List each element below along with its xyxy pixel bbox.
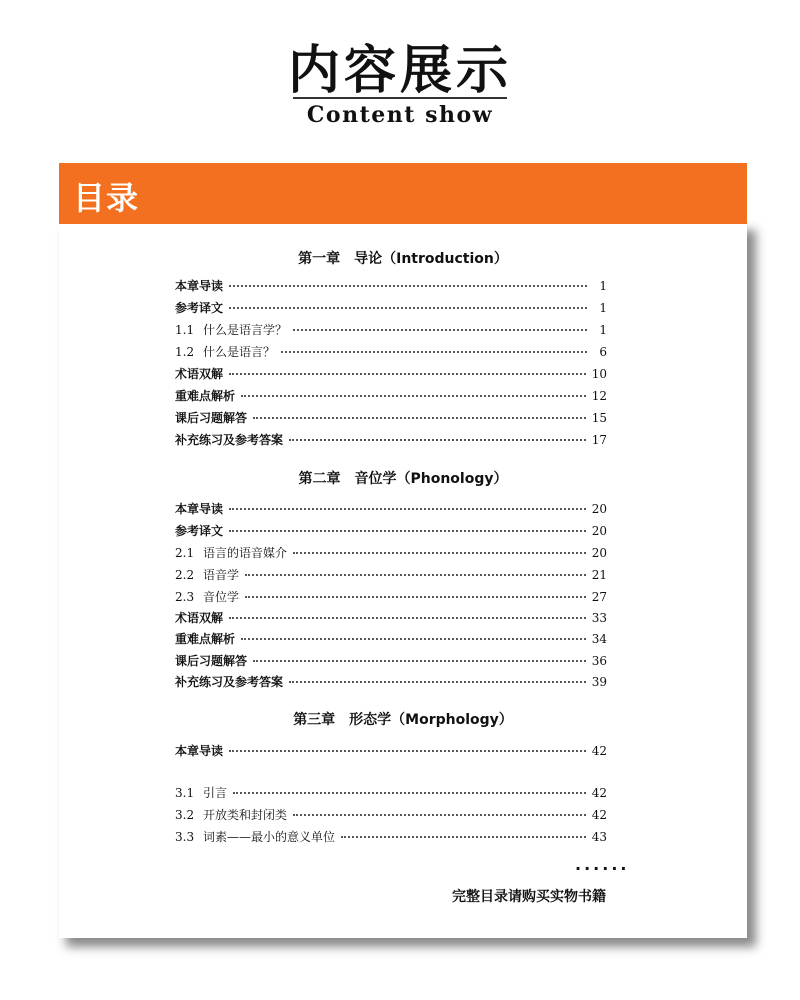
chapter-heading: 第三章 形态学（Morphology） xyxy=(293,712,513,728)
toc-entry-number: 1.1 xyxy=(175,323,195,337)
toc-entry[interactable] xyxy=(175,522,607,542)
toc-entry-label: 重难点解析 xyxy=(175,389,236,403)
toc-entry-page: 42 xyxy=(591,808,607,822)
toc-entry-page: 33 xyxy=(591,611,607,625)
toc-entry[interactable] xyxy=(175,566,607,586)
toc-entry-label: 补充练习及参考答案 xyxy=(175,675,284,689)
toc-entry-page: 1 xyxy=(599,323,607,337)
leader-dots xyxy=(233,792,586,794)
toc-entry-page: 1 xyxy=(599,301,607,315)
toc-entry-page: 42 xyxy=(591,744,607,758)
toc-entry-page: 34 xyxy=(591,632,607,646)
leader-dots xyxy=(229,373,586,375)
toc-entry[interactable] xyxy=(175,409,607,429)
toc-entry-page: 20 xyxy=(591,524,607,538)
toc-entry-number: 3.2 xyxy=(175,808,195,822)
toc-entry[interactable] xyxy=(175,343,607,363)
toc-entry-label: 术语双解 xyxy=(175,367,224,381)
leader-dots xyxy=(229,750,586,752)
toc-entry[interactable] xyxy=(175,299,607,319)
toc-entry-page: 36 xyxy=(591,654,607,668)
toc-entry-label: 语言的语音媒介 xyxy=(203,546,288,560)
leader-dots xyxy=(289,681,586,683)
toc-entry-page: 12 xyxy=(591,389,607,403)
toc-entry-label: 重难点解析 xyxy=(175,632,236,646)
leader-dots xyxy=(229,617,586,619)
toc-entry-label: 什么是语言学？ xyxy=(203,323,288,337)
chapter-heading: 第一章 导论（Introduction） xyxy=(298,251,508,267)
toc-entry-label: 课后习题解答 xyxy=(175,411,248,425)
toc-banner xyxy=(59,163,747,224)
page-subtitle: Content show xyxy=(306,102,494,128)
toc-entry-label: 课后习题解答 xyxy=(175,654,248,668)
toc-entry-label: 参考译文 xyxy=(175,301,224,315)
leader-dots xyxy=(341,836,586,838)
toc-entry-page: 42 xyxy=(591,786,607,800)
leader-dots xyxy=(281,351,587,353)
leader-dots xyxy=(289,439,586,441)
toc-entry-label: 什么是语言？ xyxy=(203,345,276,359)
toc-entry-label: 补充练习及参考答案 xyxy=(175,433,284,447)
toc-entry-page: 6 xyxy=(599,345,607,359)
toc-entry[interactable] xyxy=(175,431,607,451)
toc-entry-label: 词素——最小的意义单位 xyxy=(203,830,336,844)
toc-entry-number: 3.1 xyxy=(175,786,195,800)
leader-dots xyxy=(293,329,587,331)
toc-entry-number: 1.2 xyxy=(175,345,195,359)
toc-entry[interactable] xyxy=(175,673,607,693)
leader-dots xyxy=(245,574,586,576)
leader-dots xyxy=(293,552,586,554)
toc-entry[interactable] xyxy=(175,588,607,608)
toc-entry-label: 音位学 xyxy=(203,590,240,604)
leader-dots xyxy=(229,508,586,510)
leader-dots xyxy=(229,307,587,309)
toc-entry-page: 20 xyxy=(591,546,607,560)
toc-entry[interactable] xyxy=(175,630,607,650)
toc-entry[interactable] xyxy=(175,544,607,564)
toc-entry-page: 21 xyxy=(591,568,607,582)
leader-dots xyxy=(253,660,586,662)
toc-entry[interactable] xyxy=(175,652,607,672)
leader-dots xyxy=(253,417,586,419)
toc-entry-label: 本章导读 xyxy=(175,279,224,293)
toc-entry-page: 39 xyxy=(591,675,607,689)
leader-dots xyxy=(229,285,587,287)
leader-dots xyxy=(241,638,586,640)
chapter-heading: 第二章 音位学（Phonology） xyxy=(298,471,508,487)
toc-entry[interactable] xyxy=(175,321,607,341)
leader-dots xyxy=(229,530,586,532)
page-title: 内容展示 xyxy=(287,40,512,101)
toc-entry[interactable] xyxy=(175,828,607,848)
toc-entry-page: 43 xyxy=(591,830,607,844)
toc-entry[interactable] xyxy=(175,784,607,804)
toc-entry-page: 1 xyxy=(599,279,607,293)
toc-entry[interactable] xyxy=(175,277,607,297)
toc-entry-label: 引言 xyxy=(203,786,228,800)
toc-entry[interactable] xyxy=(175,500,607,520)
leader-dots xyxy=(241,395,586,397)
toc-entry-label: 本章导读 xyxy=(175,744,224,758)
toc-entry-number: 3.3 xyxy=(175,830,195,844)
toc-entry-label: 开放类和封闭类 xyxy=(203,808,288,822)
toc-entry[interactable] xyxy=(175,609,607,629)
more-ellipsis: ······ xyxy=(575,859,630,878)
toc-entry[interactable] xyxy=(175,365,607,385)
leader-dots xyxy=(245,596,586,598)
toc-entry-label: 本章导读 xyxy=(175,502,224,516)
toc-entry-number: 2.2 xyxy=(175,568,195,582)
toc-entry[interactable] xyxy=(175,387,607,407)
toc-entry-label: 参考译文 xyxy=(175,524,224,538)
title-divider xyxy=(293,97,507,99)
purchase-note: 完整目录请购买实物书籍 xyxy=(452,889,606,905)
leader-dots xyxy=(293,814,586,816)
toc-entry-page: 15 xyxy=(591,411,607,425)
toc-entry[interactable] xyxy=(175,742,607,762)
toc-entry-label: 术语双解 xyxy=(175,611,224,625)
toc-entry-page: 10 xyxy=(591,367,607,381)
toc-entry[interactable] xyxy=(175,806,607,826)
toc-entry-page: 27 xyxy=(591,590,607,604)
toc-banner-title: 目录 xyxy=(73,179,140,217)
toc-entry-page: 17 xyxy=(591,433,607,447)
toc-entry-page: 20 xyxy=(591,502,607,516)
toc-entry-label: 语音学 xyxy=(203,568,240,582)
toc-entry-number: 2.3 xyxy=(175,590,195,604)
toc-page xyxy=(59,163,747,938)
toc-entry-number: 2.1 xyxy=(175,546,195,560)
